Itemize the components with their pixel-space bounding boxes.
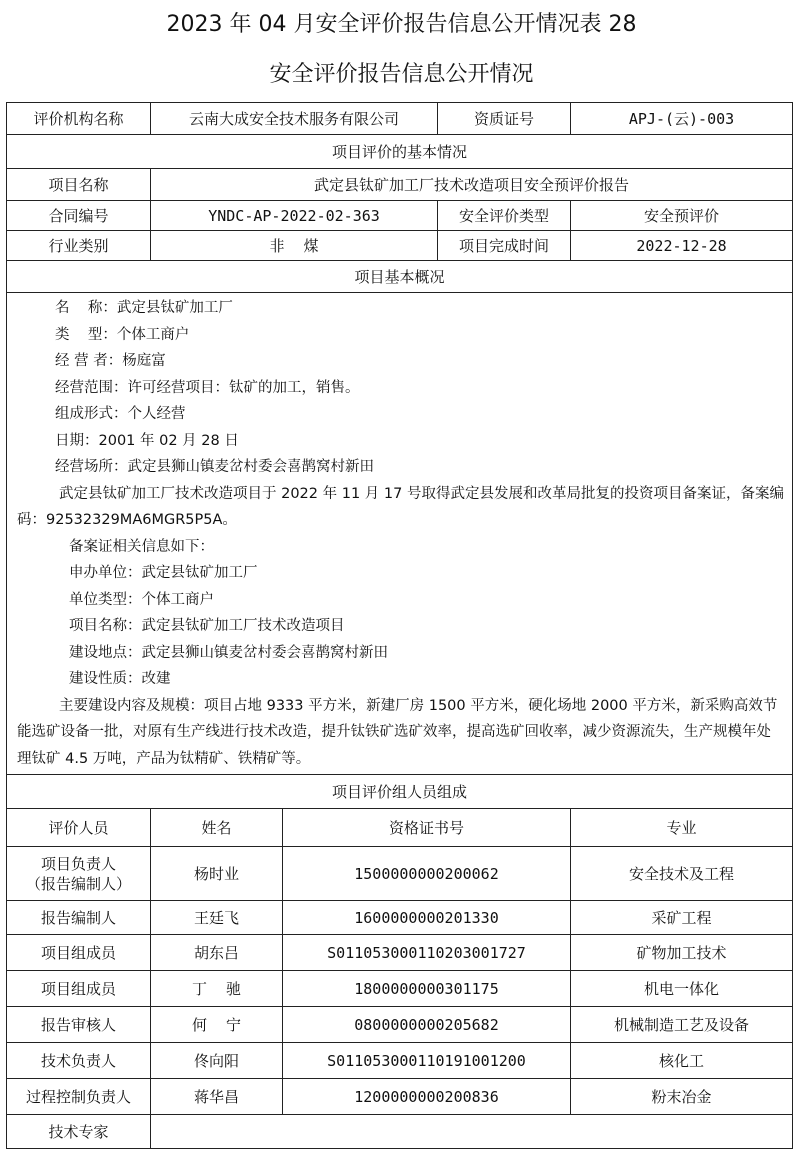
contract-value: YNDC-AP-2022-02-363 bbox=[151, 201, 438, 231]
cert-value: APJ-(云)-003 bbox=[571, 103, 793, 135]
team-major: 粉末冶金 bbox=[571, 1079, 793, 1115]
project-value: 武定县钛矿加工厂技术改造项目安全预评价报告 bbox=[151, 169, 793, 201]
expert-value bbox=[151, 1115, 793, 1149]
overview-site: 建设地点：武定县狮山镇麦岔村委会喜鹊窝村新田 bbox=[69, 644, 388, 661]
cert-label: 资质证号 bbox=[438, 103, 571, 135]
team-row bbox=[7, 935, 793, 971]
industry-value: 非 煤 bbox=[151, 231, 438, 261]
col-role-header: 评价人员 bbox=[7, 809, 151, 847]
col-name-header: 姓名 bbox=[151, 809, 283, 847]
team-role: 过程控制负责人 bbox=[7, 1079, 151, 1115]
team-row bbox=[7, 901, 793, 935]
team-major: 机电一体化 bbox=[571, 971, 793, 1007]
team-section-header: 项目评价组人员组成 bbox=[7, 775, 793, 809]
overview-nature: 建设性质：改建 bbox=[69, 671, 171, 687]
team-role: 报告编制人 bbox=[7, 901, 151, 935]
team-member-name: 丁 驰 bbox=[151, 971, 283, 1007]
team-major: 采矿工程 bbox=[571, 901, 793, 935]
eval-type-label: 安全评价类型 bbox=[438, 201, 571, 231]
eval-type-value: 安全预评价 bbox=[571, 201, 793, 231]
finish-label: 项目完成时间 bbox=[438, 231, 571, 261]
team-role: 报告审核人 bbox=[7, 1007, 151, 1043]
team-role-line2: （报告编制人） bbox=[25, 874, 131, 893]
team-member-name: 佟向阳 bbox=[151, 1043, 283, 1079]
team-member-name: 杨时业 bbox=[151, 847, 283, 901]
overview-applicant: 申办单位：武定县钛矿加工厂 bbox=[69, 565, 258, 581]
page-subtitle: 安全评价报告信息公开情况 bbox=[269, 62, 534, 87]
team-row bbox=[7, 847, 793, 901]
expert-label: 技术专家 bbox=[7, 1115, 151, 1149]
team-row bbox=[7, 971, 793, 1007]
industry-label: 行业类别 bbox=[7, 231, 151, 261]
org-label: 评价机构名称 bbox=[7, 103, 151, 135]
contract-row bbox=[7, 201, 793, 231]
team-row bbox=[7, 1007, 793, 1043]
overview-unit-type: 单位类型：个体工商户 bbox=[69, 591, 214, 608]
team-role: 项目组成员 bbox=[7, 935, 151, 971]
overview-name: 名 称：武定县钛矿加工厂 bbox=[55, 300, 233, 316]
overview-filing-intro: 备案证相关信息如下： bbox=[69, 538, 214, 555]
disclosure-table bbox=[6, 102, 793, 1149]
team-member-name: 胡东吕 bbox=[151, 935, 283, 971]
org-value: 云南大成安全技术服务有限公司 bbox=[151, 103, 438, 135]
team-major: 矿物加工技术 bbox=[571, 935, 793, 971]
team-role bbox=[7, 847, 151, 901]
team-cert-number: S011053000110203001727 bbox=[283, 935, 571, 971]
overview-body bbox=[7, 293, 793, 775]
industry-row bbox=[7, 231, 793, 261]
overview-type: 类 型：个体工商户 bbox=[55, 326, 190, 343]
col-cert-header: 资格证书号 bbox=[283, 809, 571, 847]
team-header-row bbox=[7, 809, 793, 847]
col-major-header: 专业 bbox=[571, 809, 793, 847]
basic-section-header: 项目评价的基本情况 bbox=[7, 135, 793, 169]
overview-filing-paragraph: 武定县钛矿加工厂技术改造项目于 2022 年 11 月 17 号取得武定县发展和改革局批复的投资项目备案证，备案编码：92532329MA6MGR5P5A。 bbox=[17, 485, 784, 528]
overview-scale-paragraph: 主要建设内容及规模：项目占地 9333 平方米，新建厂房 1500 平方米，硬化场地 2000 平方米，新采购高效节能选矿设备一批，对原有生产线进行技术改造，提升钛铁矿选矿效率，提高选矿回收率，减少资源流失，生产规模年处理钛矿 4.5 万吨，产品为钛精矿、铁精矿等。 bbox=[17, 697, 778, 767]
contract-label: 合同编号 bbox=[7, 201, 151, 231]
team-cert-number: S011053000110191001200 bbox=[283, 1043, 571, 1079]
page-title: 2023 年 04 月安全评价报告信息公开情况表 28 bbox=[166, 12, 637, 37]
finish-value: 2022-12-28 bbox=[571, 231, 793, 261]
team-row bbox=[7, 1079, 793, 1115]
team-member-name: 王廷飞 bbox=[151, 901, 283, 935]
overview-section-header: 项目基本概况 bbox=[7, 261, 793, 293]
overview-form: 组成形式：个人经营 bbox=[55, 406, 186, 422]
team-cert-number: 0800000000205682 bbox=[283, 1007, 571, 1043]
team-member-name: 蒋华昌 bbox=[151, 1079, 283, 1115]
overview-location: 经营场所：武定县狮山镇麦岔村委会喜鹊窝村新田 bbox=[55, 459, 374, 475]
overview-operator: 经 营 者：杨庭富 bbox=[55, 353, 166, 369]
overview-date: 日期：2001 年 02 月 28 日 bbox=[55, 432, 239, 449]
team-major: 安全技术及工程 bbox=[571, 847, 793, 901]
team-role-line1: 项目负责人 bbox=[40, 854, 116, 873]
team-row bbox=[7, 1043, 793, 1079]
overview-project-name: 项目名称：武定县钛矿加工厂技术改造项目 bbox=[69, 618, 345, 634]
org-row bbox=[7, 103, 793, 135]
team-member-name: 何 宁 bbox=[151, 1007, 283, 1043]
team-role: 技术负责人 bbox=[7, 1043, 151, 1079]
project-row bbox=[7, 169, 793, 201]
team-cert-number: 1800000000301175 bbox=[283, 971, 571, 1007]
expert-row bbox=[7, 1115, 793, 1149]
team-major: 机械制造工艺及设备 bbox=[571, 1007, 793, 1043]
team-cert-number: 1500000000200062 bbox=[283, 847, 571, 901]
team-role: 项目组成员 bbox=[7, 971, 151, 1007]
overview-scope: 经营范围：许可经营项目：钛矿的加工，销售。 bbox=[55, 379, 360, 396]
team-cert-number: 1200000000200836 bbox=[283, 1079, 571, 1115]
team-major: 核化工 bbox=[571, 1043, 793, 1079]
team-cert-number: 1600000000201330 bbox=[283, 901, 571, 935]
project-label: 项目名称 bbox=[7, 169, 151, 201]
